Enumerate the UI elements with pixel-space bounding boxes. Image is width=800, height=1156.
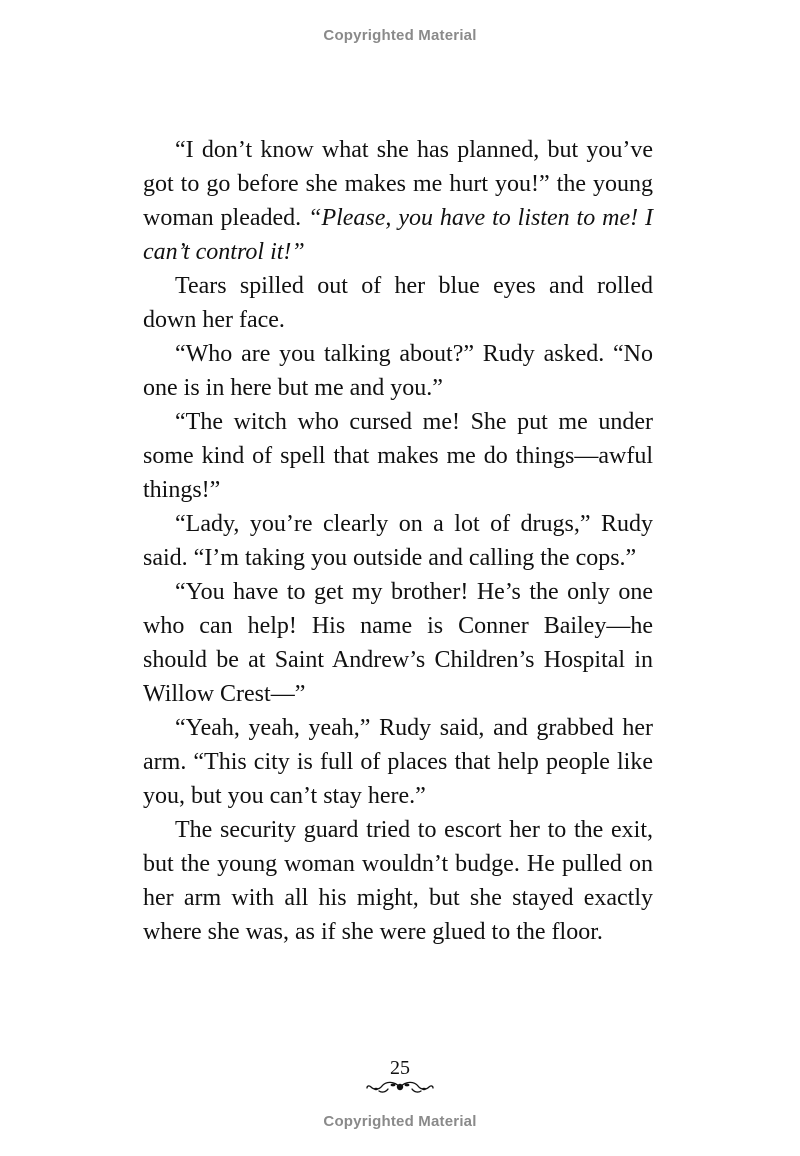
paragraph-italic-text: “Please, you have to listen to me! I can’t control it!” [143, 205, 654, 265]
watermark-top: Copyrighted Material [323, 27, 477, 44]
floral-ornament-icon [366, 1080, 434, 1094]
page-number: 25 [390, 1057, 410, 1079]
paragraph: The security guard tried to escort her to the exit, but the young woman wouldn’t budge. He pulled on her arm with all his might, but she stayed exactly where she was, as if she were glued to the floor. [143, 817, 653, 945]
watermark-bottom: Copyrighted Material [323, 1113, 477, 1130]
paragraph [143, 133, 653, 269]
paragraph: “You have to get my brother! He’s the only one who can help! His name is Conner Bailey—he should be at Saint Andrew’s Children’s Hospital in Willow Crest—” [143, 579, 653, 707]
paragraph: “Lady, you’re clearly on a lot of drugs,” Rudy said. “I’m taking you outside and calling the cops.” [143, 511, 653, 571]
paragraph: Tears spilled out of her blue eyes and rolled down her face. [143, 273, 653, 333]
paragraph-text: “I don’t know what she has planned, but you’ve got to go before she makes me hurt you!” the young woman pleaded. [143, 137, 653, 231]
paragraph: “Yeah, yeah, yeah,” Rudy said, and grabbed her arm. “This city is full of places that help people like you, but you can’t stay here.” [143, 715, 653, 809]
paragraph: “The witch who cursed me! She put me under some kind of spell that makes me do things—awful things!” [143, 409, 653, 503]
body-text [143, 133, 653, 949]
paragraph: “Who are you talking about?” Rudy asked. “No one is in here but me and you.” [143, 341, 653, 401]
